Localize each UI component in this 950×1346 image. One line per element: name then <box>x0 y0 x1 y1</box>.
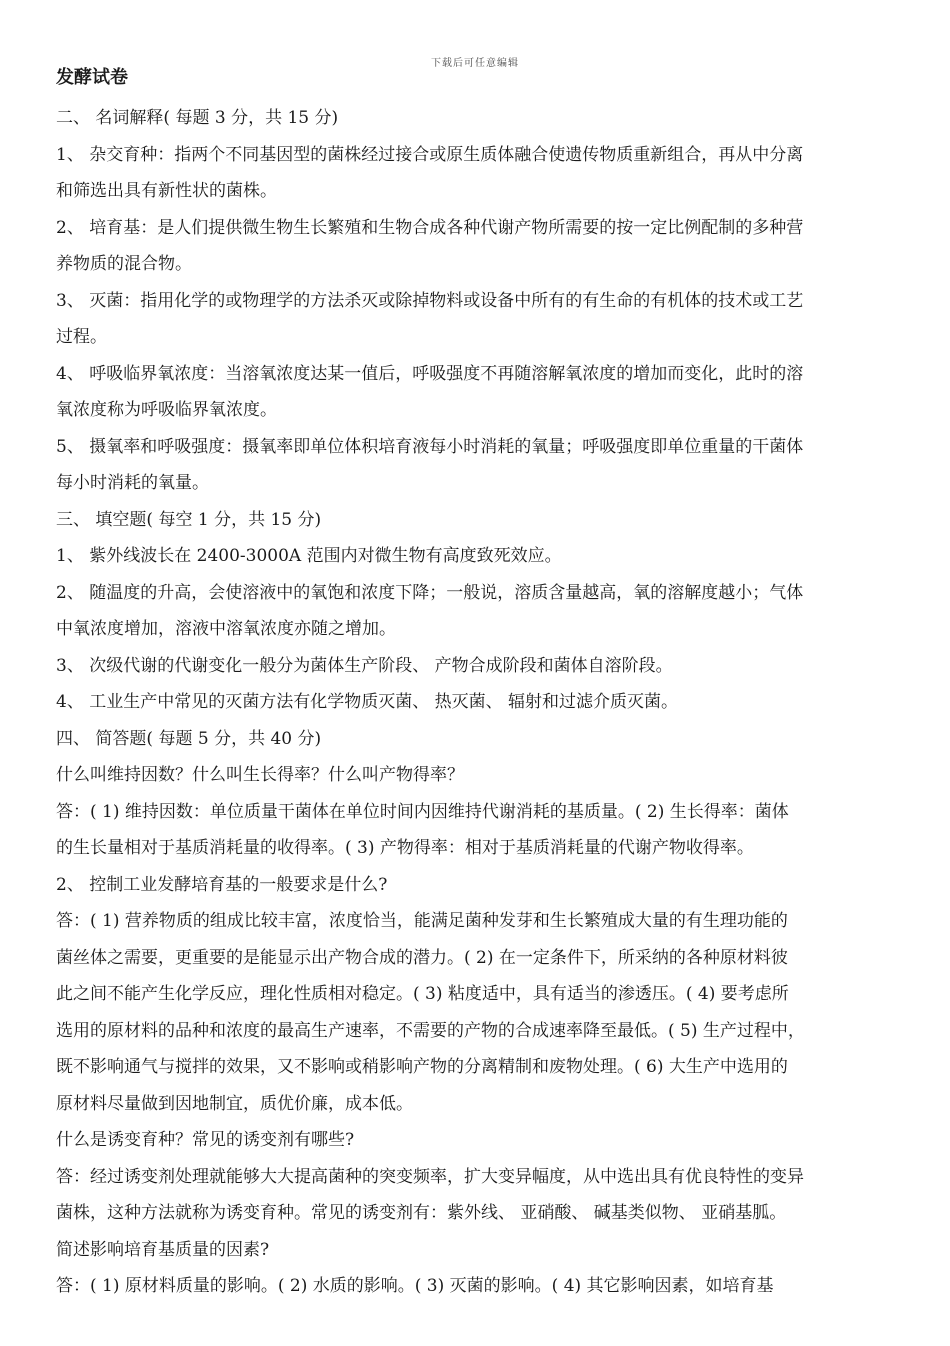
text-line: 答：( 1) 维持因数：单位质量干菌体在单位时间内因维持代谢消耗的基质量。( 2) 生长得率：菌体 <box>56 801 789 822</box>
text-line: 选用的原材料的品种和浓度的最高生产速率，不需要的产物的合成速率降至最低。( 5) 生产过程中， <box>56 1020 805 1041</box>
text-line: 4、 呼吸临界氧浓度：当溶氧浓度达某一值后，呼吸强度不再随溶解氧浓度的增加而变化，此时的溶 <box>56 363 804 384</box>
text-line: 2、 随温度的升高，会使溶液中的氧饱和浓度下降；一般说，溶质含量越高，氧的溶解度越小；气体 <box>56 582 804 603</box>
text-line: 氧浓度称为呼吸临界氧浓度。 <box>56 400 277 420</box>
text-line: 四、 简答题( 每题 5 分，共 40 分) <box>56 728 322 749</box>
text-line: 每小时消耗的氧量。 <box>56 473 209 493</box>
text-line: 5、 摄氧率和呼吸强度：摄氧率即单位体积培育液每小时消耗的氧量；呼吸强度即单位重量的干菌体 <box>56 436 804 457</box>
text-line: 1、 杂交育种：指两个不同基因型的菌株经过接合或原生质体融合使遗传物质重新组合，再从中分离 <box>56 144 804 165</box>
text-line: 简述影响培育基质量的因素? <box>56 1239 270 1260</box>
text-line: 2、 控制工业发酵培育基的一般要求是什么? <box>56 874 388 895</box>
text-line: 4、 工业生产中常见的灭菌方法有化学物质灭菌、 热灭菌、 辐射和过滤介质灭菌。 <box>56 692 679 712</box>
text-line: 过程。 <box>56 327 107 347</box>
header-watermark: 下载后可任意编辑 <box>431 58 519 69</box>
text-line: 1、 紫外线波长在 2400-3000A 范围内对微生物有高度致死效应。 <box>56 546 562 566</box>
text-line: 菌株，这种方法就称为诱变育种。常见的诱变剂有：紫外线、 亚硝酸、 碱基类似物、 亚硝基胍。 <box>56 1203 787 1223</box>
text-line: 原材料尽量做到因地制宜，质优价廉，成本低。 <box>56 1093 413 1114</box>
text-line: 什么叫维持因数？什么叫生长得率？什么叫产物得率？ <box>56 765 464 785</box>
text-line: 3、 次级代谢的代谢变化一般分为菌体生产阶段、 产物合成阶段和菌体自溶阶段。 <box>56 655 673 676</box>
text-line: 既不影响通气与搅拌的效果，又不影响或稍影响产物的分离精制和废物处理。( 6) 大生产中选用的 <box>56 1057 788 1077</box>
text-line: 2、 培育基：是人们提供微生物生长繁殖和生物合成各种代谢产物所需要的按一定比例配制的多种营 <box>56 217 804 238</box>
text-line: 答：( 1) 营养物质的组成比较丰富，浓度恰当，能满足菌种发芽和生长繁殖成大量的有生理功能的 <box>56 911 788 931</box>
text-line: 菌丝体之需要，更重要的是能显示出产物合成的潜力。( 2) 在一定条件下，所采纳的各种原材料彼 <box>56 947 788 968</box>
text-line: 二、 名词解释( 每题 3 分，共 15 分) <box>56 108 339 128</box>
text-line: 三、 填空题( 每空 1 分，共 15 分) <box>56 509 322 530</box>
text-line: 3、 灭菌：指用化学的或物理学的方法杀灭或除掉物料或设备中所有的有生命的有机体的技术或工艺 <box>56 290 804 311</box>
text-line: 的生长量相对于基质消耗量的收得率。( 3) 产物得率：相对于基质消耗量的代谢产物收得率。 <box>56 838 754 858</box>
text-line: 答：经过诱变剂处理就能够大大提高菌种的突变频率，扩大变异幅度，从中选出具有优良特性的变异 <box>56 1166 804 1187</box>
text-line: 什么是诱变育种？常见的诱变剂有哪些? <box>56 1130 355 1150</box>
text-line: 和筛选出具有新性状的菌株。 <box>56 181 277 201</box>
text-line: 中氧浓度增加，溶液中溶氧浓度亦随之增加。 <box>56 619 396 639</box>
text-line: 养物质的混合物。 <box>56 254 192 274</box>
document-body <box>56 64 896 1305</box>
text-line: 答：( 1) 原材料质量的影响。( 2) 水质的影响。( 3) 灭菌的影响。( 4) 其它影响因素，如培育基 <box>56 1276 774 1296</box>
text-line: 此之间不能产生化学反应，理化性质相对稳定。( 3) 粘度适中，具有适当的渗透压。( 4) 要考虑所 <box>56 984 789 1004</box>
document-title: 发酵试卷 <box>56 67 128 88</box>
